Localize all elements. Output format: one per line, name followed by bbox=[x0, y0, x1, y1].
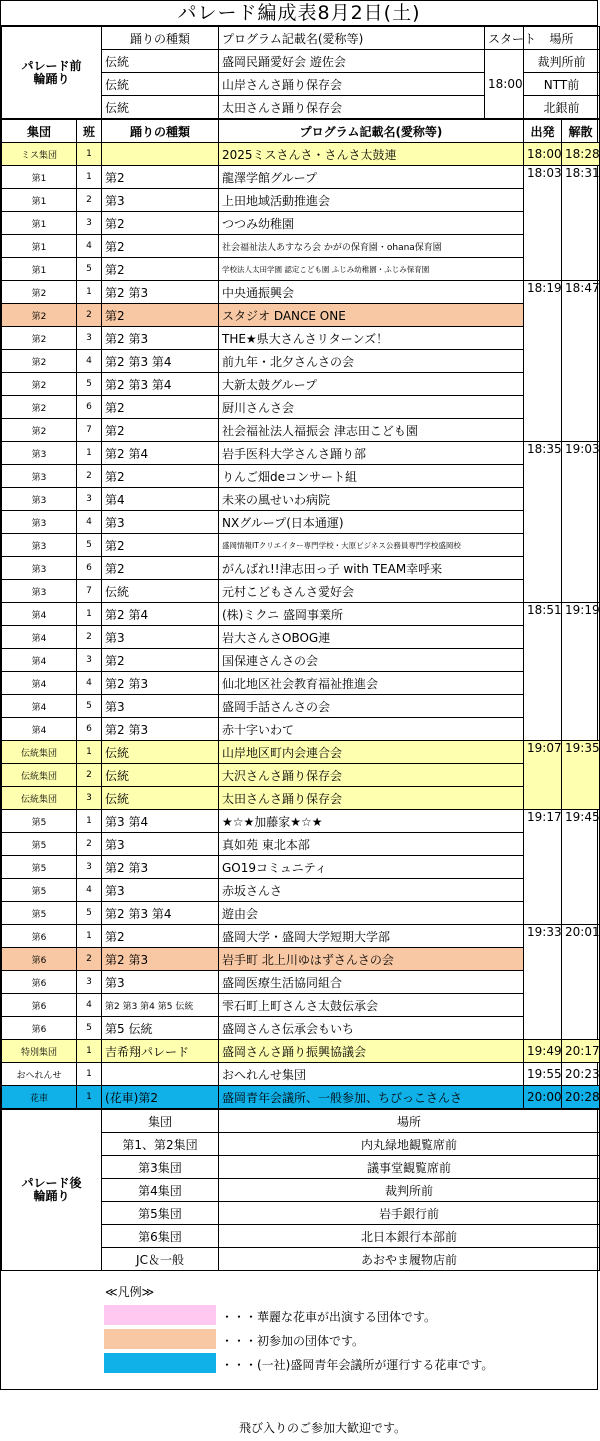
post-place-cell: 内丸緑地観覧席前 bbox=[219, 1133, 600, 1156]
schedule-row bbox=[2, 856, 600, 879]
post-place-cell: 議事堂観覧席前 bbox=[219, 1156, 600, 1179]
dismiss-time-cell: 20:01 bbox=[562, 925, 600, 1040]
program-name-cell: 盛岡情報ITクリエイター専門学校・大原ビジネス公務員専門学校盛岡校 bbox=[219, 534, 524, 557]
dance-type-cell: 伝統 bbox=[102, 741, 219, 764]
depart-time-cell: 19:07 bbox=[524, 741, 562, 810]
unit-cell: 3 bbox=[77, 649, 102, 672]
group-cell: 第2 bbox=[2, 396, 77, 419]
schedule-row bbox=[2, 212, 600, 235]
group-cell: ミス集団 bbox=[2, 143, 77, 166]
dance-type-cell: 第2 bbox=[102, 258, 219, 281]
legend-description: ・・・初参加の団体です。 bbox=[221, 1334, 365, 1348]
program-name-cell: 真如苑 東北本部 bbox=[219, 833, 524, 856]
legend bbox=[1, 1271, 597, 1441]
post-place-cell: 岩手銀行前 bbox=[219, 1202, 600, 1225]
program-name-cell: 盛岡さんさ伝承会もいち bbox=[219, 1017, 524, 1040]
dance-type-cell bbox=[102, 1063, 219, 1086]
group-cell: 第4 bbox=[2, 649, 77, 672]
group-cell: 第5 bbox=[2, 856, 77, 879]
pre-row-place: 北銀前 bbox=[524, 96, 600, 119]
dismiss-time-cell: 19:19 bbox=[562, 603, 600, 741]
schedule-row bbox=[2, 580, 600, 603]
unit-cell: 5 bbox=[77, 373, 102, 396]
dance-type-cell: 第2 第4 bbox=[102, 603, 219, 626]
legend-title: ≪凡例≫ bbox=[105, 1285, 155, 1299]
pre-row-place: NTT前 bbox=[524, 73, 600, 96]
program-name-cell: 国保連さんさの会 bbox=[219, 649, 524, 672]
program-name-cell: 盛岡大学・盛岡大学短期大学部 bbox=[219, 925, 524, 948]
unit-cell: 3 bbox=[77, 971, 102, 994]
group-cell: おへれんせ bbox=[2, 1063, 77, 1086]
depart-time-cell: 18:03 bbox=[524, 166, 562, 281]
dance-type-cell: 第3 bbox=[102, 189, 219, 212]
program-name-cell: 盛岡医療生活協同組合 bbox=[219, 971, 524, 994]
unit-cell: 1 bbox=[77, 925, 102, 948]
dance-type-cell: 第3 第4 bbox=[102, 810, 219, 833]
page-title: パレード編成表8月2日(土) bbox=[1, 1, 597, 26]
dance-type-cell: 第2 第3 bbox=[102, 281, 219, 304]
pre-row-name: 太田さんさ踊り保存会 bbox=[219, 96, 485, 119]
header-program-name: プログラム記載名(愛称等) bbox=[219, 120, 524, 143]
dance-type-cell: 第2 bbox=[102, 925, 219, 948]
schedule-row bbox=[2, 925, 600, 948]
group-cell: 第4 bbox=[2, 603, 77, 626]
post-group-cell: JC＆一般 bbox=[102, 1248, 219, 1271]
group-cell: 第2 bbox=[2, 373, 77, 396]
group-cell: 特別集団 bbox=[2, 1040, 77, 1063]
schedule-row bbox=[2, 166, 600, 189]
dance-type-cell: 第2 第3 第4 bbox=[102, 350, 219, 373]
program-name-cell: 山岸地区町内会連合会 bbox=[219, 741, 524, 764]
dance-type-cell: 第2 第3 第4 第5 伝統 bbox=[102, 994, 219, 1017]
pre-header-name: プログラム記載名(愛称等) bbox=[219, 27, 485, 50]
schedule-row bbox=[2, 994, 600, 1017]
schedule-row bbox=[2, 235, 600, 258]
schedule-row bbox=[2, 603, 600, 626]
dance-type-cell: 第3 bbox=[102, 879, 219, 902]
dance-type-cell: 第3 bbox=[102, 511, 219, 534]
dance-type-cell: 第2 bbox=[102, 235, 219, 258]
program-name-cell: 社会福祉法人あすなろ会 かがの保育園・ohana保育園 bbox=[219, 235, 524, 258]
unit-cell: 2 bbox=[77, 833, 102, 856]
dance-type-cell: 伝統 bbox=[102, 787, 219, 810]
pre-row-place: 裁判所前 bbox=[524, 50, 600, 73]
program-name-cell: 学校法人太田学園 認定こども園 ふじみ幼稚園・ふじみ保育園 bbox=[219, 258, 524, 281]
unit-cell: 5 bbox=[77, 534, 102, 557]
group-cell: 第3 bbox=[2, 534, 77, 557]
program-name-cell: 遊由会 bbox=[219, 902, 524, 925]
dance-type-cell: 第2 第3 第4 bbox=[102, 902, 219, 925]
dismiss-time-cell: 18:47 bbox=[562, 281, 600, 442]
unit-cell: 7 bbox=[77, 580, 102, 603]
dismiss-time-cell: 20:17 bbox=[562, 1040, 600, 1063]
dance-type-cell: 第2 bbox=[102, 534, 219, 557]
group-cell: 花車 bbox=[2, 1086, 77, 1109]
unit-cell: 4 bbox=[77, 235, 102, 258]
unit-cell: 3 bbox=[77, 787, 102, 810]
schedule-row bbox=[2, 327, 600, 350]
program-name-cell: (株)ミクニ 盛岡事業所 bbox=[219, 603, 524, 626]
unit-cell: 6 bbox=[77, 557, 102, 580]
dance-type-cell: 第2 bbox=[102, 304, 219, 327]
pre-parade-table bbox=[1, 26, 600, 119]
unit-cell: 4 bbox=[77, 511, 102, 534]
group-cell: 第1 bbox=[2, 235, 77, 258]
post-group-cell: 第3集団 bbox=[102, 1156, 219, 1179]
group-cell: 第3 bbox=[2, 488, 77, 511]
group-cell: 第2 bbox=[2, 304, 77, 327]
program-name-cell: がんばれ!!津志田っ子 with TEAM幸呼来 bbox=[219, 557, 524, 580]
dismiss-time-cell: 19:03 bbox=[562, 442, 600, 603]
schedule-row bbox=[2, 971, 600, 994]
unit-cell: 2 bbox=[77, 465, 102, 488]
group-cell: 第3 bbox=[2, 465, 77, 488]
unit-cell: 1 bbox=[77, 603, 102, 626]
group-cell: 第4 bbox=[2, 695, 77, 718]
schedule-row bbox=[2, 718, 600, 741]
schedule-row bbox=[2, 143, 600, 166]
schedule-row bbox=[2, 1063, 600, 1086]
schedule-row bbox=[2, 810, 600, 833]
group-cell: 第5 bbox=[2, 879, 77, 902]
dance-type-cell: 第2 第3 第4 bbox=[102, 373, 219, 396]
program-name-cell: 岩手町 北上川ゆはずさんさの会 bbox=[219, 948, 524, 971]
unit-cell: 1 bbox=[77, 143, 102, 166]
unit-cell: 2 bbox=[77, 304, 102, 327]
dance-type-cell: 第2 第3 bbox=[102, 327, 219, 350]
schedule-row bbox=[2, 488, 600, 511]
pre-header-start: スタート bbox=[485, 27, 524, 50]
dance-type-cell: 第3 bbox=[102, 626, 219, 649]
post-group-cell: 第6集団 bbox=[102, 1225, 219, 1248]
schedule-row bbox=[2, 741, 600, 764]
program-name-cell: 大沢さんさ踊り保存会 bbox=[219, 764, 524, 787]
program-name-cell: 龍澤学館グループ bbox=[219, 166, 524, 189]
unit-cell: 3 bbox=[77, 856, 102, 879]
pre-header-type: 踊りの種類 bbox=[102, 27, 219, 50]
group-cell: 第1 bbox=[2, 212, 77, 235]
post-group-cell: 第4集団 bbox=[102, 1179, 219, 1202]
program-name-cell: 盛岡手話さんさの会 bbox=[219, 695, 524, 718]
dance-type-cell: 第3 bbox=[102, 695, 219, 718]
post-header-place: 場所 bbox=[219, 1110, 600, 1133]
pre-row-type: 伝統 bbox=[102, 50, 219, 73]
schedule-row bbox=[2, 189, 600, 212]
dance-type-cell: 第2 bbox=[102, 212, 219, 235]
program-name-cell: ★☆★加藤家★☆★ bbox=[219, 810, 524, 833]
schedule-row bbox=[2, 764, 600, 787]
dance-type-cell: 第2 bbox=[102, 649, 219, 672]
group-cell: 第2 bbox=[2, 327, 77, 350]
unit-cell: 6 bbox=[77, 396, 102, 419]
program-name-cell: 2025ミスさんさ・さんさ太鼓連 bbox=[219, 143, 524, 166]
group-cell: 第3 bbox=[2, 511, 77, 534]
dismiss-time-cell: 20:28 bbox=[562, 1086, 600, 1109]
schedule-row bbox=[2, 350, 600, 373]
program-name-cell: 雫石町上町さんさ太鼓伝承会 bbox=[219, 994, 524, 1017]
unit-cell: 5 bbox=[77, 258, 102, 281]
dance-type-cell: 第2 bbox=[102, 396, 219, 419]
header-dance-type: 踊りの種類 bbox=[102, 120, 219, 143]
pre-start-time: 18:00 bbox=[485, 50, 524, 119]
schedule-row bbox=[2, 511, 600, 534]
unit-cell: 4 bbox=[77, 994, 102, 1017]
pre-row-type: 伝統 bbox=[102, 96, 219, 119]
pre-parade-label bbox=[2, 27, 102, 119]
depart-time-cell: 18:19 bbox=[524, 281, 562, 442]
group-cell: 第6 bbox=[2, 948, 77, 971]
program-name-cell: 赤坂さんさ bbox=[219, 879, 524, 902]
program-name-cell: 大新太鼓グループ bbox=[219, 373, 524, 396]
unit-cell: 2 bbox=[77, 948, 102, 971]
program-name-cell: 岩手医科大学さんさ踊り部 bbox=[219, 442, 524, 465]
program-name-cell: NXグループ(日本通運) bbox=[219, 511, 524, 534]
schedule-row bbox=[2, 902, 600, 925]
program-name-cell: 厨川さんさ会 bbox=[219, 396, 524, 419]
group-cell: 第3 bbox=[2, 580, 77, 603]
group-cell: 伝統集団 bbox=[2, 787, 77, 810]
program-name-cell: 仙北地区社会教育福祉推進会 bbox=[219, 672, 524, 695]
program-name-cell: 盛岡さんさ踊り振興協議会 bbox=[219, 1040, 524, 1063]
program-name-cell: 太田さんさ踊り保存会 bbox=[219, 787, 524, 810]
group-cell: 第2 bbox=[2, 350, 77, 373]
schedule-row bbox=[2, 557, 600, 580]
schedule-row bbox=[2, 695, 600, 718]
group-cell: 第2 bbox=[2, 419, 77, 442]
program-name-cell: 盛岡青年会議所、一般参加、ちびっこさんさ bbox=[219, 1086, 524, 1109]
pre-row-type: 伝統 bbox=[102, 73, 219, 96]
dance-type-cell: 第2 bbox=[102, 419, 219, 442]
program-name-cell: 未来の風せいわ病院 bbox=[219, 488, 524, 511]
schedule-row bbox=[2, 465, 600, 488]
unit-cell: 3 bbox=[77, 327, 102, 350]
program-name-cell: 前九年・北夕さんさの会 bbox=[219, 350, 524, 373]
depart-time-cell: 19:55 bbox=[524, 1063, 562, 1086]
dance-type-cell: 第3 bbox=[102, 971, 219, 994]
unit-cell: 3 bbox=[77, 488, 102, 511]
schedule-row bbox=[2, 1017, 600, 1040]
depart-time-cell: 18:35 bbox=[524, 442, 562, 603]
schedule-row bbox=[2, 672, 600, 695]
unit-cell: 2 bbox=[77, 626, 102, 649]
group-cell: 第3 bbox=[2, 557, 77, 580]
pre-parade-label-text: パレード前 輪踊り bbox=[21, 58, 82, 86]
dance-type-cell: 第4 bbox=[102, 488, 219, 511]
dance-type-cell: (花車)第2 bbox=[102, 1086, 219, 1109]
program-name-cell: 岩大さんさOBOG連 bbox=[219, 626, 524, 649]
program-name-cell: GO19コミュニティ bbox=[219, 856, 524, 879]
program-name-cell: THE★県大さんさリターンズ！ bbox=[219, 327, 524, 350]
unit-cell: 2 bbox=[77, 764, 102, 787]
depart-time-cell: 20:00 bbox=[524, 1086, 562, 1109]
dance-type-cell: 伝統 bbox=[102, 764, 219, 787]
header-dismiss: 解散 bbox=[562, 120, 600, 143]
dance-type-cell: 第2 bbox=[102, 557, 219, 580]
unit-cell: 7 bbox=[77, 419, 102, 442]
dismiss-time-cell: 20:23 bbox=[562, 1063, 600, 1086]
parade-table bbox=[1, 119, 600, 1109]
post-group-cell: 第5集団 bbox=[102, 1202, 219, 1225]
group-cell: 第4 bbox=[2, 718, 77, 741]
post-place-cell: あおやま履物店前 bbox=[219, 1248, 600, 1271]
unit-cell: 5 bbox=[77, 902, 102, 925]
group-cell: 第4 bbox=[2, 626, 77, 649]
header-unit: 班 bbox=[77, 120, 102, 143]
unit-cell: 6 bbox=[77, 718, 102, 741]
post-place-cell: 裁判所前 bbox=[219, 1179, 600, 1202]
dance-type-cell: 第3 bbox=[102, 833, 219, 856]
dance-type-cell: 伝統 bbox=[102, 580, 219, 603]
group-cell: 第6 bbox=[2, 994, 77, 1017]
group-cell: 伝統集団 bbox=[2, 741, 77, 764]
welcome-note: 飛び入りのご参加大歓迎です。 bbox=[239, 1421, 407, 1435]
dismiss-time-cell: 19:35 bbox=[562, 741, 600, 810]
schedule-row bbox=[2, 649, 600, 672]
schedule-row bbox=[2, 373, 600, 396]
unit-cell: 4 bbox=[77, 350, 102, 373]
schedule-row bbox=[2, 787, 600, 810]
post-parade-label bbox=[2, 1110, 102, 1271]
group-cell: 第4 bbox=[2, 672, 77, 695]
schedule-row bbox=[2, 948, 600, 971]
group-cell: 第3 bbox=[2, 442, 77, 465]
group-cell: 伝統集団 bbox=[2, 764, 77, 787]
group-cell: 第1 bbox=[2, 166, 77, 189]
unit-cell: 1 bbox=[77, 1086, 102, 1109]
schedule-row bbox=[2, 304, 600, 327]
dance-type-cell: 第2 第3 bbox=[102, 948, 219, 971]
unit-cell: 1 bbox=[77, 281, 102, 304]
unit-cell: 1 bbox=[77, 741, 102, 764]
group-cell: 第5 bbox=[2, 810, 77, 833]
dance-type-cell bbox=[102, 143, 219, 166]
program-name-cell: 赤十字いわて bbox=[219, 718, 524, 741]
group-cell: 第6 bbox=[2, 971, 77, 994]
dance-type-cell: 第2 bbox=[102, 166, 219, 189]
schedule-row bbox=[2, 258, 600, 281]
dance-type-cell: 吉希翔パレード bbox=[102, 1040, 219, 1063]
group-cell: 第1 bbox=[2, 258, 77, 281]
legend-description: ・・・(一社)盛岡青年会議所が運行する花車です。 bbox=[221, 1358, 494, 1372]
unit-cell: 4 bbox=[77, 879, 102, 902]
dance-type-cell: 第2 第3 bbox=[102, 856, 219, 879]
group-cell: 第1 bbox=[2, 189, 77, 212]
program-name-cell: 上田地域活動推進会 bbox=[219, 189, 524, 212]
depart-time-cell: 18:51 bbox=[524, 603, 562, 741]
unit-cell: 4 bbox=[77, 672, 102, 695]
header-depart: 出発 bbox=[524, 120, 562, 143]
legend-color-swatch bbox=[104, 1353, 216, 1373]
program-name-cell: つつみ幼稚園 bbox=[219, 212, 524, 235]
pre-row-name: 山岸さんさ踊り保存会 bbox=[219, 73, 485, 96]
depart-time-cell: 18:00 bbox=[524, 143, 562, 166]
program-name-cell: スタジオ DANCE ONE bbox=[219, 304, 524, 327]
dance-type-cell: 第2 第3 bbox=[102, 718, 219, 741]
group-cell: 第6 bbox=[2, 925, 77, 948]
group-cell: 第5 bbox=[2, 902, 77, 925]
schedule-row bbox=[2, 833, 600, 856]
legend-description: ・・・華麗な花車が出演する団体です。 bbox=[221, 1310, 437, 1324]
post-parade-label-text: パレード後 輪踊り bbox=[21, 1176, 82, 1203]
program-name-cell: おへれんせ集団 bbox=[219, 1063, 524, 1086]
schedule-row bbox=[2, 419, 600, 442]
schedule-row bbox=[2, 1040, 600, 1063]
pre-row-name: 盛岡民踊愛好会 遊佐会 bbox=[219, 50, 485, 73]
depart-time-cell: 19:33 bbox=[524, 925, 562, 1040]
schedule-row bbox=[2, 626, 600, 649]
pre-header-place: 場所 bbox=[524, 27, 600, 50]
legend-color-swatch bbox=[104, 1329, 216, 1349]
dance-type-cell: 第2 bbox=[102, 465, 219, 488]
unit-cell: 1 bbox=[77, 166, 102, 189]
depart-time-cell: 19:17 bbox=[524, 810, 562, 925]
dance-type-cell: 第5 伝統 bbox=[102, 1017, 219, 1040]
schedule-row bbox=[2, 281, 600, 304]
unit-cell: 5 bbox=[77, 695, 102, 718]
dance-type-cell: 第2 第4 bbox=[102, 442, 219, 465]
post-place-cell: 北日本銀行本部前 bbox=[219, 1225, 600, 1248]
dismiss-time-cell: 18:31 bbox=[562, 166, 600, 281]
unit-cell: 1 bbox=[77, 1040, 102, 1063]
unit-cell: 1 bbox=[77, 1063, 102, 1086]
unit-cell: 3 bbox=[77, 212, 102, 235]
group-cell: 第5 bbox=[2, 833, 77, 856]
program-name-cell: 社会福祉法人福振会 津志田こども園 bbox=[219, 419, 524, 442]
post-header-group: 集団 bbox=[102, 1110, 219, 1133]
unit-cell: 5 bbox=[77, 1017, 102, 1040]
depart-time-cell: 19:49 bbox=[524, 1040, 562, 1063]
schedule-row bbox=[2, 534, 600, 557]
post-parade-table bbox=[1, 1109, 600, 1271]
unit-cell: 2 bbox=[77, 189, 102, 212]
group-cell: 第6 bbox=[2, 1017, 77, 1040]
legend-color-swatch bbox=[104, 1305, 216, 1325]
dismiss-time-cell: 19:45 bbox=[562, 810, 600, 925]
schedule-row bbox=[2, 1086, 600, 1109]
program-name-cell: 中央通振興会 bbox=[219, 281, 524, 304]
program-name-cell: 元村こどもさんさ愛好会 bbox=[219, 580, 524, 603]
program-name-cell: りんご畑deコンサート組 bbox=[219, 465, 524, 488]
schedule-row bbox=[2, 879, 600, 902]
schedule-row bbox=[2, 442, 600, 465]
schedule-row bbox=[2, 396, 600, 419]
dance-type-cell: 第2 第3 bbox=[102, 672, 219, 695]
dismiss-time-cell: 18:28 bbox=[562, 143, 600, 166]
post-group-cell: 第1、第2集団 bbox=[102, 1133, 219, 1156]
unit-cell: 1 bbox=[77, 810, 102, 833]
group-cell: 第2 bbox=[2, 281, 77, 304]
unit-cell: 1 bbox=[77, 442, 102, 465]
header-group: 集団 bbox=[2, 120, 77, 143]
